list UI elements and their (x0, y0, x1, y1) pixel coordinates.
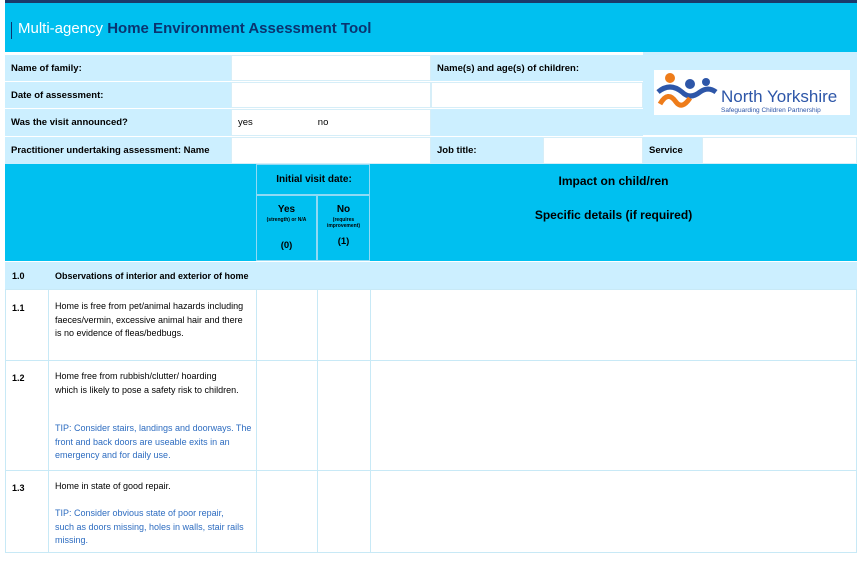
no-label: No (336, 204, 351, 215)
practitioner-input[interactable] (231, 137, 431, 164)
logo-title: North Yorkshire (721, 87, 838, 106)
children-extra (431, 109, 643, 136)
row-tip: TIP: Consider stairs, landings and doorways. The front and back doors are useable exits in an emergency and for daily use. (55, 423, 252, 460)
row-tip: TIP: Consider obvious state of poor repair, such as doors missing, holes in walls, stair rails missing. (55, 508, 244, 545)
row-1-1-details-cell[interactable] (371, 290, 856, 360)
announced-yes[interactable]: yes (238, 117, 253, 128)
page-title (18, 20, 371, 37)
children-input[interactable] (431, 82, 643, 108)
row-1-2-no-cell[interactable] (318, 361, 370, 470)
yes-score: (0) (280, 240, 293, 251)
section-row (5, 262, 857, 289)
initial-visit-label: Initial visit date: (276, 174, 352, 185)
row-number: 1.1 (12, 303, 25, 313)
children-label: Name(s) and age(s) of children: (431, 55, 643, 81)
service-input[interactable] (702, 137, 857, 164)
family-input[interactable] (231, 55, 431, 81)
date-input[interactable] (231, 82, 431, 108)
section-number: 1.0 (12, 271, 25, 281)
announced-options (231, 109, 431, 136)
row-1-2-yes-cell[interactable] (257, 361, 317, 470)
title-prefix: Multi-agency (18, 20, 104, 37)
family-label: Name of family: (5, 55, 231, 81)
impact-heading: Impact on child/ren (558, 174, 669, 188)
initial-visit-cell (256, 164, 370, 195)
job-title-input[interactable] (543, 137, 643, 164)
date-label: Date of assessment: (5, 82, 231, 108)
logo-subtitle: Safeguarding Children Partnership (721, 107, 821, 114)
announced-no[interactable]: no (317, 117, 329, 128)
practitioner-label: Practitioner undertaking assessment: Name (5, 137, 231, 164)
job-title-label: Job title: (431, 137, 543, 164)
yes-label: Yes (277, 204, 296, 215)
row-text: Home is free from pet/animal hazards including faeces/vermin, excessive animal hair and there is no evidence of fleas/bedbugs. (55, 301, 244, 338)
title-main: Home Environment Assessment Tool (107, 20, 372, 37)
row-text: Home in state of good repair. (55, 481, 171, 491)
north-yorkshire-logo (654, 70, 850, 115)
no-score: (1) (337, 236, 350, 247)
row-1-3-no-cell[interactable] (318, 471, 370, 552)
row-number: 1.3 (12, 483, 25, 493)
row-1-1-yes-cell[interactable] (257, 290, 317, 360)
row-number: 1.2 (12, 373, 25, 383)
no-sub: (requires improvement) (326, 217, 361, 229)
title-bar (5, 3, 857, 52)
row-1-2-details-cell[interactable] (371, 361, 856, 470)
row-1-1-no-cell[interactable] (318, 290, 370, 360)
col-divider (5, 289, 6, 553)
figures-icon (656, 70, 718, 115)
col-divider (856, 289, 857, 553)
section-title: Observations of interior and exterior of home (55, 271, 249, 281)
no-column-header (317, 195, 370, 261)
yes-sub: (strength) or N/A (266, 217, 307, 223)
col-divider (48, 289, 49, 553)
service-label: Service (643, 137, 702, 164)
row-1-3-details-cell[interactable] (371, 471, 856, 552)
announced-label: Was the visit announced? (5, 109, 231, 136)
row-1-3-yes-cell[interactable] (257, 471, 317, 552)
row-text: Home free from rubbish/clutter/ hoarding which is likely to pose a safety risk to children. (55, 371, 239, 395)
specific-heading: Specific details (if required) (534, 208, 693, 222)
yes-column-header (256, 195, 317, 261)
row-divider (5, 552, 857, 553)
title-marker (11, 22, 12, 39)
